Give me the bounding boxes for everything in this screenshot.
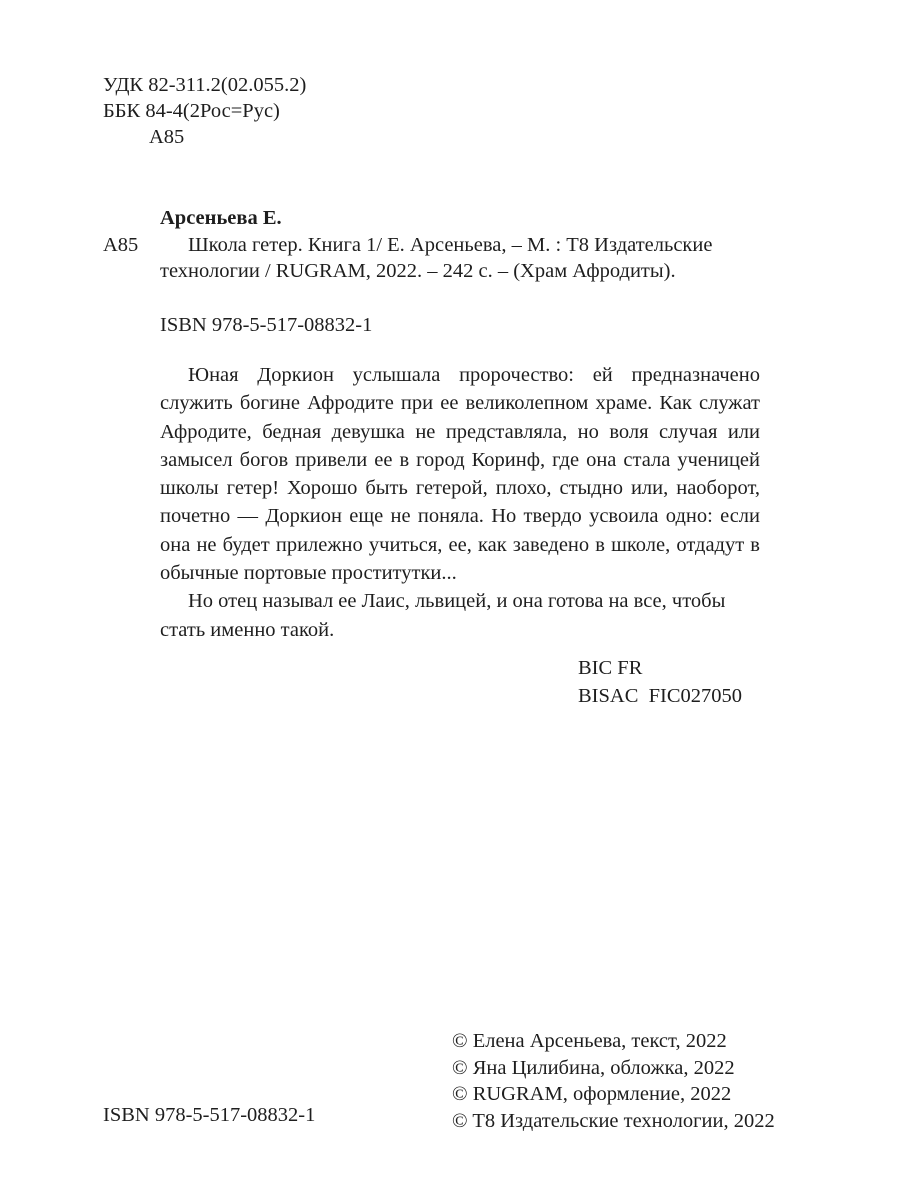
bbk-code: ББК 84-4(2Рос=Рус): [103, 100, 280, 122]
isbn-entry: ISBN 978-5-517-08832-1: [160, 314, 373, 336]
author-mark: А85: [103, 234, 139, 256]
annotation-paragraph-2: Но отец называл ее Лаис, львицей, и она готова на все, чтобы стать именно такой.: [160, 590, 726, 641]
copyright-publisher: © T8 Издательские технологии, 2022: [452, 1109, 775, 1132]
bibliographic-description-line-1: Школа гетер. Книга 1/ Е. Арсеньева, – М. : T8 Издательские: [188, 234, 713, 256]
annotation-paragraph-1: Юная Доркион услышала пророчество: ей предназначено служить богине Афродите при ее великолепном храме. Как служат Афродите, бедная девушка не представляла, но воля случая или замысел богов привели ее в город Коринф, где она стала ученицей школы гетер! Хорошо быть гетерой, плохо, стыдно или, наоборот, почетно — Доркион еще не поняла. Но твердо усвоила одно: если она не будет прилежно учиться, ее, как заведено в школе, отдадут в обычные портовые проститутки...: [160, 364, 760, 585]
annotation: [160, 361, 760, 644]
copyright-block: [452, 1028, 775, 1134]
copyright-cover: © Яна Цилибина, обложка, 2022: [452, 1056, 735, 1079]
author-heading: Арсеньева Е.: [160, 207, 282, 229]
isbn-footer: ISBN 978-5-517-08832-1: [103, 1104, 316, 1126]
udk-code: УДК 82-311.2(02.055.2): [103, 74, 307, 96]
bibliographic-description-line-2: технологии / RUGRAM, 2022. – 242 с. – (Храм Афродиты).: [160, 260, 676, 282]
author-mark-top: А85: [149, 126, 185, 148]
bic-code: BIC FR: [578, 657, 643, 679]
bisac-code: BISAC FIC027050: [578, 685, 743, 707]
copyright-design: © RUGRAM, оформление, 2022: [452, 1083, 732, 1105]
copyright-text: © Елена Арсеньева, текст, 2022: [452, 1030, 727, 1052]
